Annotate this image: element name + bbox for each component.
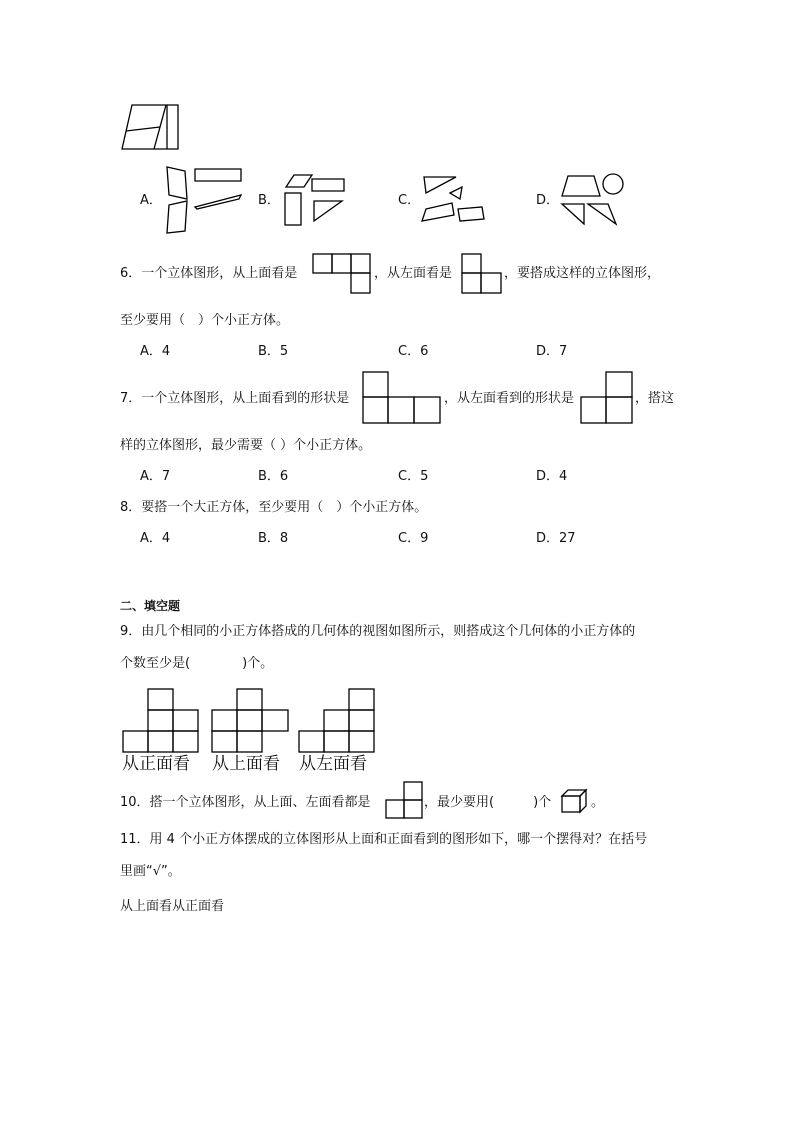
q6-choice-d[interactable]: D．7 [536, 344, 568, 359]
q8-choice-d[interactable]: D．27 [536, 531, 576, 546]
q7-choice-b[interactable]: B．6 [258, 469, 289, 484]
q11-text-3: 从上面看从正面看 [120, 899, 225, 914]
q5-option-b-figure [282, 173, 348, 227]
q7-text-2: 样的立体图形，最少需要（ ）个小正方体。 [120, 438, 372, 453]
q10-view-figure [385, 781, 425, 821]
q8-text-1: 8．要搭一个大正方体，至少要用（ ）个小正方体。 [120, 500, 428, 515]
q11-text-1: 11．用 4 个小正方体摆成的立体图形从上面和正面看到的图形如下，哪一个摆得对？在括号 [120, 832, 648, 847]
q7-choice-c[interactable]: C．5 [398, 469, 429, 484]
q10-text-c: 。 [591, 795, 605, 810]
q5-main-figure [120, 103, 182, 151]
q6-top-view-figure [312, 253, 372, 295]
q6-left-view-figure [461, 253, 503, 295]
q5-option-c-figure [420, 173, 490, 225]
q6-text-2: 至少要用（ ）个小正方体。 [120, 313, 290, 328]
q7-text-1c: ，搭这 [635, 391, 675, 406]
q9-caption-left: 从左面看 [299, 754, 367, 774]
q5-option-d-label[interactable]: D． [536, 193, 560, 208]
q9-top-view-figure [211, 688, 291, 754]
q7-choice-a[interactable]: A．7 [140, 469, 171, 484]
q8-choice-c[interactable]: C．9 [398, 531, 429, 546]
q8-choice-b[interactable]: B．8 [258, 531, 289, 546]
q6-choice-b[interactable]: B．5 [258, 344, 289, 359]
q6-choice-a[interactable]: A．4 [140, 344, 171, 359]
q9-front-view-figure [122, 688, 200, 754]
section-title: 二、填空题 [120, 599, 181, 613]
cube-icon [560, 788, 588, 814]
q7-text-1a: 7．一个立体图形，从上面看到的形状是 [120, 391, 350, 406]
q6-text-1c: ，要搭成这样的立体图形， [504, 266, 661, 281]
q5-option-b-label[interactable]: B． [258, 193, 280, 208]
q9-caption-front: 从正面看 [122, 754, 190, 774]
q9-caption-top: 从上面看 [212, 754, 280, 774]
q9-left-view-figure [298, 688, 376, 754]
q8-choice-a[interactable]: A．4 [140, 531, 171, 546]
q6-choice-c[interactable]: C．6 [398, 344, 429, 359]
q6-text-1b: ，从左面看是 [374, 266, 453, 281]
q7-choice-d[interactable]: D．4 [536, 469, 568, 484]
q7-top-view-figure [362, 371, 442, 425]
q7-text-1b: ，从左面看到的形状是 [444, 391, 575, 406]
q11-text-2: 里画“√”。 [120, 864, 181, 879]
q5-option-c-label[interactable]: C． [398, 193, 421, 208]
q9-text-2: 个数至少是( )个。 [120, 656, 274, 671]
q7-left-view-figure [580, 371, 634, 425]
q5-option-d-figure [558, 172, 628, 228]
q9-text-1: 9．由几个相同的小正方体搭成的几何体的视图如图所示，则搭成这个几何体的小正方体的 [120, 624, 636, 639]
q5-option-a-figure [163, 165, 245, 235]
q10-text-a: 10．搭一个立体图形，从上面、左面看都是 [120, 795, 371, 810]
q6-text-1a: 6．一个立体图形，从上面看是 [120, 266, 298, 281]
q10-text-b: ，最少要用( )个 [424, 795, 552, 810]
q5-option-a-label[interactable]: A． [140, 193, 162, 208]
